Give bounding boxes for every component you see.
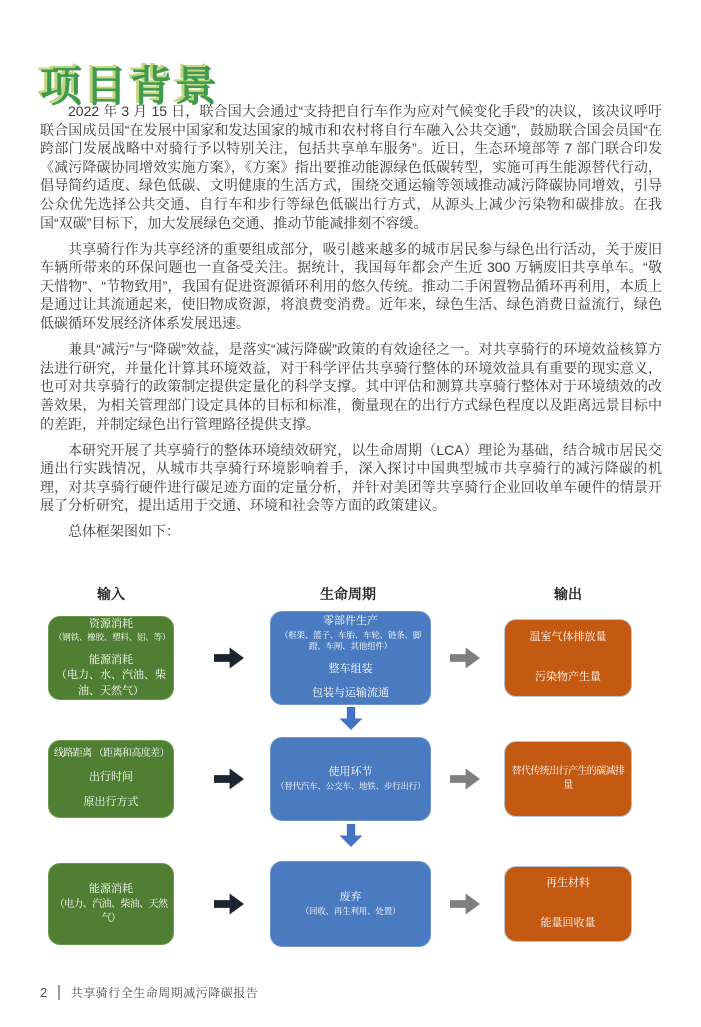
input-box-energy-disposal: 能源消耗 （电力、汽油、柴油、天然气） — [48, 863, 174, 945]
input-box-route-trip: 线路距离 （距离和高度差） 出行时间 原出行方式 — [48, 740, 174, 818]
input-box-resources-energy: 资源消耗 （钢铁、橡胶、塑料、铝、等） 能源消耗 （电力、水、汽油、柴油、天然气） — [48, 616, 174, 700]
arrow-right-icon — [450, 646, 480, 670]
output-box-emissions: 温室气体排放量 污染物产生量 — [504, 619, 632, 697]
process-box-disposal: 废弃 （回收、再生利用、处置） — [270, 861, 431, 947]
process-box-production: 零部件生产 （框架、篮子、车胎、车轮、链条、脚蹬、车闸、其他组件） 整车组装 包装与运输流通 — [270, 611, 431, 705]
arrow-right-icon — [214, 767, 244, 791]
page-title: 项目背景 — [40, 63, 221, 111]
diagram-header-output: 输出 — [554, 586, 582, 602]
lca-framework-diagram — [0, 578, 701, 963]
arrow-right-icon — [214, 892, 244, 916]
output-box-recycled-materials: 再生材料 能量回收量 — [504, 866, 632, 942]
paragraph-pollution-carbon-benefit: 兼具“减污”与“降碳”效益，是落实“减污降碳”政策的有效途径之一。对共享骑行的环境效益核算方法进行研究，并量化计算其环境效益，对于科学评估共享骑行整体的环境效益具有重要的现实意义，也可对共享骑行的政策制定提供定量化的科学支撑。其中评估和测算共享骑行整体对于环境绩效的改善效果，为相关管理部门设定具体的目标和标准，衡量现在的出行方式绿色程度以及距离远景目标中的差距，并制定绿色出行管理路径提供支撑。 — [40, 341, 662, 432]
paragraph-framework-leadin: 总体框架图如下： — [68, 523, 180, 540]
arrow-right-icon — [450, 892, 480, 916]
arrow-down-icon — [338, 707, 364, 730]
footer-divider — [58, 985, 60, 1000]
page-footer — [40, 984, 258, 1001]
arrow-right-icon — [450, 767, 480, 791]
arrow-down-icon — [338, 824, 364, 847]
diagram-header-input: 输入 — [97, 586, 125, 602]
page-number: 2 — [40, 985, 48, 1000]
body-text — [40, 102, 662, 549]
paragraph-study-scope: 本研究开展了共享骑行的整体环境绩效研究，以生命周期（LCA）理论为基础，结合城市居民交通出行实践情况，从城市共享骑行环境影响着手，深入探讨中国典型城市共享骑行的减污降碳的机理，对共享骑行硬件进行碳足迹方面的定量分析，并针对美团等共享骑行企业回收单车硬件的情景开展了分析研究，提出适用于交通、环境和社会等方面的政策建议。 — [40, 441, 662, 514]
diagram-header-lifecycle: 生命周期 — [320, 586, 376, 602]
paragraph-intro-un-resolution: 2022 年 3 月 15 日，联合国大会通过“支持把自行车作为应对气候变化手段”的决议，该决议呼吁联合国成员国“在发展中国家和发达国家的城市和农村将自行车融入公共交通”，鼓励联合国会员国“在跨部门发展战略中对骑行予以特别关注，包括共享单车服务”。近日，生态环境部等 7 部门联合印发《减污降碳协同增效实施方案》，《方案》指出要推动能源绿色低碳转型，实施可再生能源替代行动，倡导简约适度、绿色低碳、文明健康的生活方式，围绕交通运输等领域推动减污降碳协同增效，引导公众优先选择公共交通、自行车和步行等绿色低碳出行方式，从源头上减少污染物和碳排放。在我国“双碳”目标下，加大发展绿色交通、推动节能减排刻不容缓。 — [40, 103, 662, 231]
output-box-carbon-reduction: 替代传统出行产生的碳减排量 — [504, 741, 632, 817]
paragraph-shared-riding-economy: 共享骑行作为共享经济的重要组成部分，吸引越来越多的城市居民参与绿色出行活动，关于废旧车辆所带来的环保问题也一直备受关注。据统计，我国每年都会产生近 300 万辆废旧共享单车。“敬天惜物”、“节物致用”，我国有促进资源循环利用的悠久传统。推动二手闲置物品循环再利用，本质上是通过让其流通起来，使旧物成资源，将浪费变消费。近年来，绿色生活、绿色消费日益流行，绿色低碳循环发展经济体系发展迅速。 — [40, 240, 662, 332]
process-box-usage: 使用环节 （替代汽车、公交车、地铁、步行出行） — [270, 737, 431, 821]
footer-report-title: 共享骑行全生命周期减污降碳报告 — [70, 986, 259, 1000]
arrow-right-icon — [214, 646, 244, 670]
